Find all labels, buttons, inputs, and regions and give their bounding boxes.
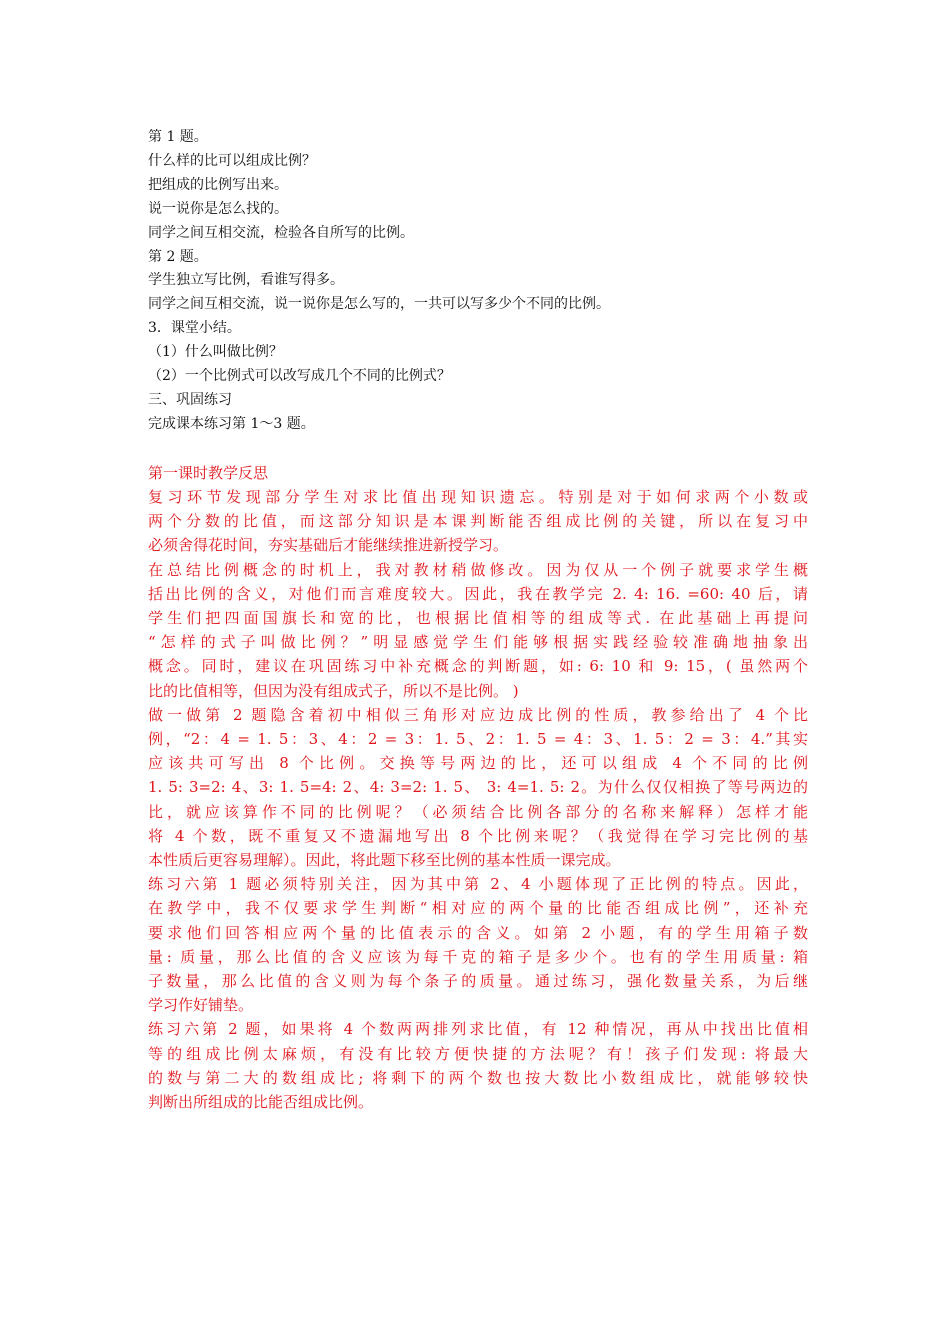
paragraph-line: 1. 5: 3=2: 4、3: 1. 5=4: 2、4: 3=2: 1. 5、 3: 4=1. 5: 2。为什么仅仅相换了等号两边的 — [148, 778, 808, 797]
reflection-heading: 第一课时教学反思 — [148, 463, 269, 482]
paragraph-line: 比，就应该算作不同的比例呢？（必须结合比例各部分的名称来解释）怎样才能 — [148, 802, 808, 821]
instruction-line: 什么样的比可以组成比例？ — [148, 152, 316, 169]
instruction-line: 同学之间互相交流，说一说你是怎么写的，一共可以写多少个不同的比例。 — [148, 296, 610, 313]
reflection-paragraph — [148, 872, 808, 1017]
paragraph-line: 练习六第 2 题，如果将 4 个数两两排列求比值，有 12 种情况，再从中找出比值相 — [148, 1020, 808, 1039]
reflection-paragraph — [148, 703, 808, 872]
paragraph-line: 学生们把四面国旗长和宽的比，也根据比值相等的组成等式. 在此基础上再提问 — [148, 609, 808, 627]
instruction-line: 学生独立写比例，看谁写得多。 — [148, 272, 344, 289]
blank-line — [148, 437, 808, 461]
paragraph-line: 做一做第 2 题隐含着初中相似三角形对应边成比例的性质，教参给出了 4 个比 — [148, 705, 808, 724]
paragraph-line: 要求他们回答相应两个量的比值表示的含义。如第 2 小题，有的学生用箱子数 — [148, 923, 808, 942]
paragraph-line: 学习作好铺垫。 — [148, 996, 254, 1015]
paragraph-line: 的数与第二大的数组成比; 将剩下的两个数也按大数比小数组成比，就能够较快 — [148, 1068, 808, 1087]
paragraph-line: 练习六第 1 题必须特别关注，因为其中第 2、4 小题体现了正比例的特点。因此， — [148, 875, 808, 894]
paragraph-line: 比的比值相等，但因为没有组成式子，所以不是比例。 ) — [148, 681, 519, 700]
reflection-paragraph — [148, 485, 808, 558]
document-page — [148, 126, 808, 1114]
paragraph-line: 应该共可写出 8 个比例。交换等号两边的比，还可以组成 4 个不同的比例 — [148, 754, 808, 773]
instruction-line: 3．课堂小结。 — [148, 320, 241, 337]
paragraph-line: 括出比例的含义，对他们而言难度较大。因此，我在教学完 2. 4: 16. =60: 40 后，请 — [148, 584, 808, 603]
paragraph-line: 概念。同时，建议在巩固练习中补充概念的判断题，如: 6: 10 和 9: 15，( 虽然两个 — [148, 657, 808, 676]
paragraph-line: 量: 质量，那么比值的含义应该为每千克的箱子是多少个。也有的学生用质量: 箱 — [148, 947, 808, 966]
instruction-line: （2）一个比例式可以改写成几个不同的比例式？ — [148, 368, 451, 385]
paragraph-line: 两个分数的比值，而这部分知识是本课判断能否组成比例的关键，所以在复习中 — [148, 512, 808, 531]
instruction-line: 把组成的比例写出来。 — [148, 176, 288, 193]
paragraph-line: 子数量，那么比值的含义则为每个条子的质量。通过练习，强化数量关系，为后继 — [148, 972, 808, 991]
paragraph-line: 等的组成比例太麻烦，有没有比较方便快捷的方法呢？有！孩子们发现: 将最大 — [148, 1044, 808, 1063]
section-heading: 三、巩固练习 — [148, 391, 232, 408]
instruction-line: 第 2 题。 — [148, 248, 208, 265]
instruction-line: （1）什么叫做比例？ — [148, 344, 283, 361]
paragraph-line: 在教学中，我不仅要求学生判断“相对应的两个量的比能否组成比例”，还补充 — [148, 899, 808, 918]
instruction-line: 第 1 题。 — [148, 129, 208, 145]
paragraph-line: 必须舍得花时间，夯实基础后才能继续推进新授学习。 — [148, 536, 509, 555]
reflection-paragraph — [148, 1017, 808, 1114]
instruction-line: 同学之间互相交流，检验各自所写的比例。 — [148, 224, 414, 241]
lesson-instructions — [148, 126, 808, 437]
paragraph-line: 本性质后更容易理解）。因此，将此题下移至比例的基本性质一课完成。 — [148, 851, 621, 870]
paragraph-line: 将 4 个数，既不重复又不遗漏地写出 8 个比例来呢？（我觉得在学习完比例的基 — [148, 826, 808, 845]
instruction-line: 完成课本练习第 1～3 题。 — [148, 415, 315, 432]
reflection-paragraph — [148, 558, 808, 703]
paragraph-line: “怎样的式子叫做比例？”明显感觉学生们能够根据实践经验较准确地抽象出 — [148, 633, 808, 652]
paragraph-line: 在总结比例概念的时机上，我对教材稍做修改。因为仅从一个例子就要求学生概 — [148, 560, 808, 579]
paragraph-line: 判断出所组成的比能否组成比例。 — [148, 1093, 374, 1112]
instruction-line: 说一说你是怎么找的。 — [148, 200, 288, 217]
paragraph-line: 复习环节发现部分学生对求比值出现知识遗忘。特别是对于如何求两个小数或 — [148, 487, 808, 506]
teaching-reflection — [148, 461, 808, 1114]
paragraph-line: 例，“2：4 = 1. 5：3、4：2 = 3：1. 5、2：1. 5 = 4：3、1. 5：2 = 3：4.”其实 — [148, 730, 808, 749]
